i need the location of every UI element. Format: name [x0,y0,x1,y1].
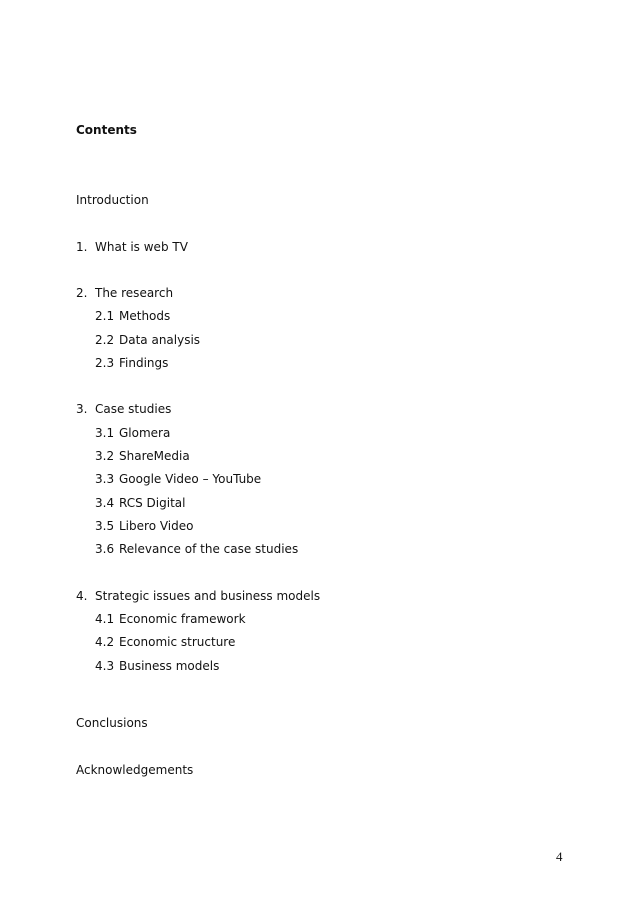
toc-entry-conclusions [76,715,148,731]
toc-entry-number: 2. [76,286,88,300]
toc-entry-text: Case studies [95,402,172,416]
toc-entry-number: 1. [76,240,88,254]
toc-entry-text: RCS Digital [119,496,186,510]
toc-entry-text: Economic structure [119,635,236,649]
toc-entry-2 [76,285,173,301]
toc-entry-number: 2.3 [95,356,115,370]
toc-entry-2-3 [95,355,168,371]
toc-entry-text: ShareMedia [119,449,190,463]
toc-entry-text: Relevance of the case studies [119,542,299,556]
toc-entry-text: Acknowledgements [76,763,194,777]
toc-entry-text: Methods [119,309,171,323]
toc-entry-3-6 [95,541,298,557]
toc-entry-4-3 [95,658,219,674]
toc-entry-number: 4.3 [95,659,115,673]
toc-entry-number: 3.4 [95,496,115,510]
toc-heading: Contents [76,123,137,137]
toc-entry-number: 2.2 [95,333,115,347]
toc-entry-number: 3. [76,402,88,416]
toc-entry-text: Findings [119,356,169,370]
toc-entry-3-2 [95,448,190,464]
toc-entry-2-2 [95,332,200,348]
toc-entry-3 [76,401,171,417]
toc-entry-3-3 [95,471,261,487]
toc-entry-text: The research [95,286,174,300]
toc-entry-introduction [76,192,149,208]
toc-entry-number: 3.1 [95,426,115,440]
toc-entry-text: Introduction [76,193,149,207]
toc-entry-number: 4.1 [95,612,115,626]
page-number: 4 [556,849,563,864]
toc-entry-text: Conclusions [76,716,148,730]
toc-entry-3-4 [95,495,185,511]
toc-entry-3-5 [95,518,193,534]
toc-entry-4-2 [95,634,235,650]
toc-entry-2-1 [95,308,170,324]
toc-entry-4-1 [95,611,246,627]
toc-entry-acknowledgements [76,762,193,778]
toc-entry-text: Economic framework [119,612,246,626]
toc-entry-text: What is web TV [95,240,188,254]
toc-entry-4 [76,588,320,604]
toc-entry-text: Strategic issues and business models [95,589,321,603]
toc-entry-number: 3.3 [95,472,115,486]
toc-entry-text: Data analysis [119,333,201,347]
toc-entry-number: 3.5 [95,519,115,533]
toc-entry-3-1 [95,425,170,441]
toc-entry-number: 3.2 [95,449,115,463]
toc-entry-number: 3.6 [95,542,115,556]
toc-entry-number: 4.2 [95,635,115,649]
toc-entry-1 [76,239,188,255]
toc-entry-number: 4. [76,589,88,603]
toc-entry-number: 2.1 [95,309,115,323]
toc-entry-text: Google Video – YouTube [119,472,262,486]
toc-entry-text: Glomera [119,426,171,440]
toc-entry-text: Libero Video [119,519,194,533]
toc-entry-text: Business models [119,659,220,673]
